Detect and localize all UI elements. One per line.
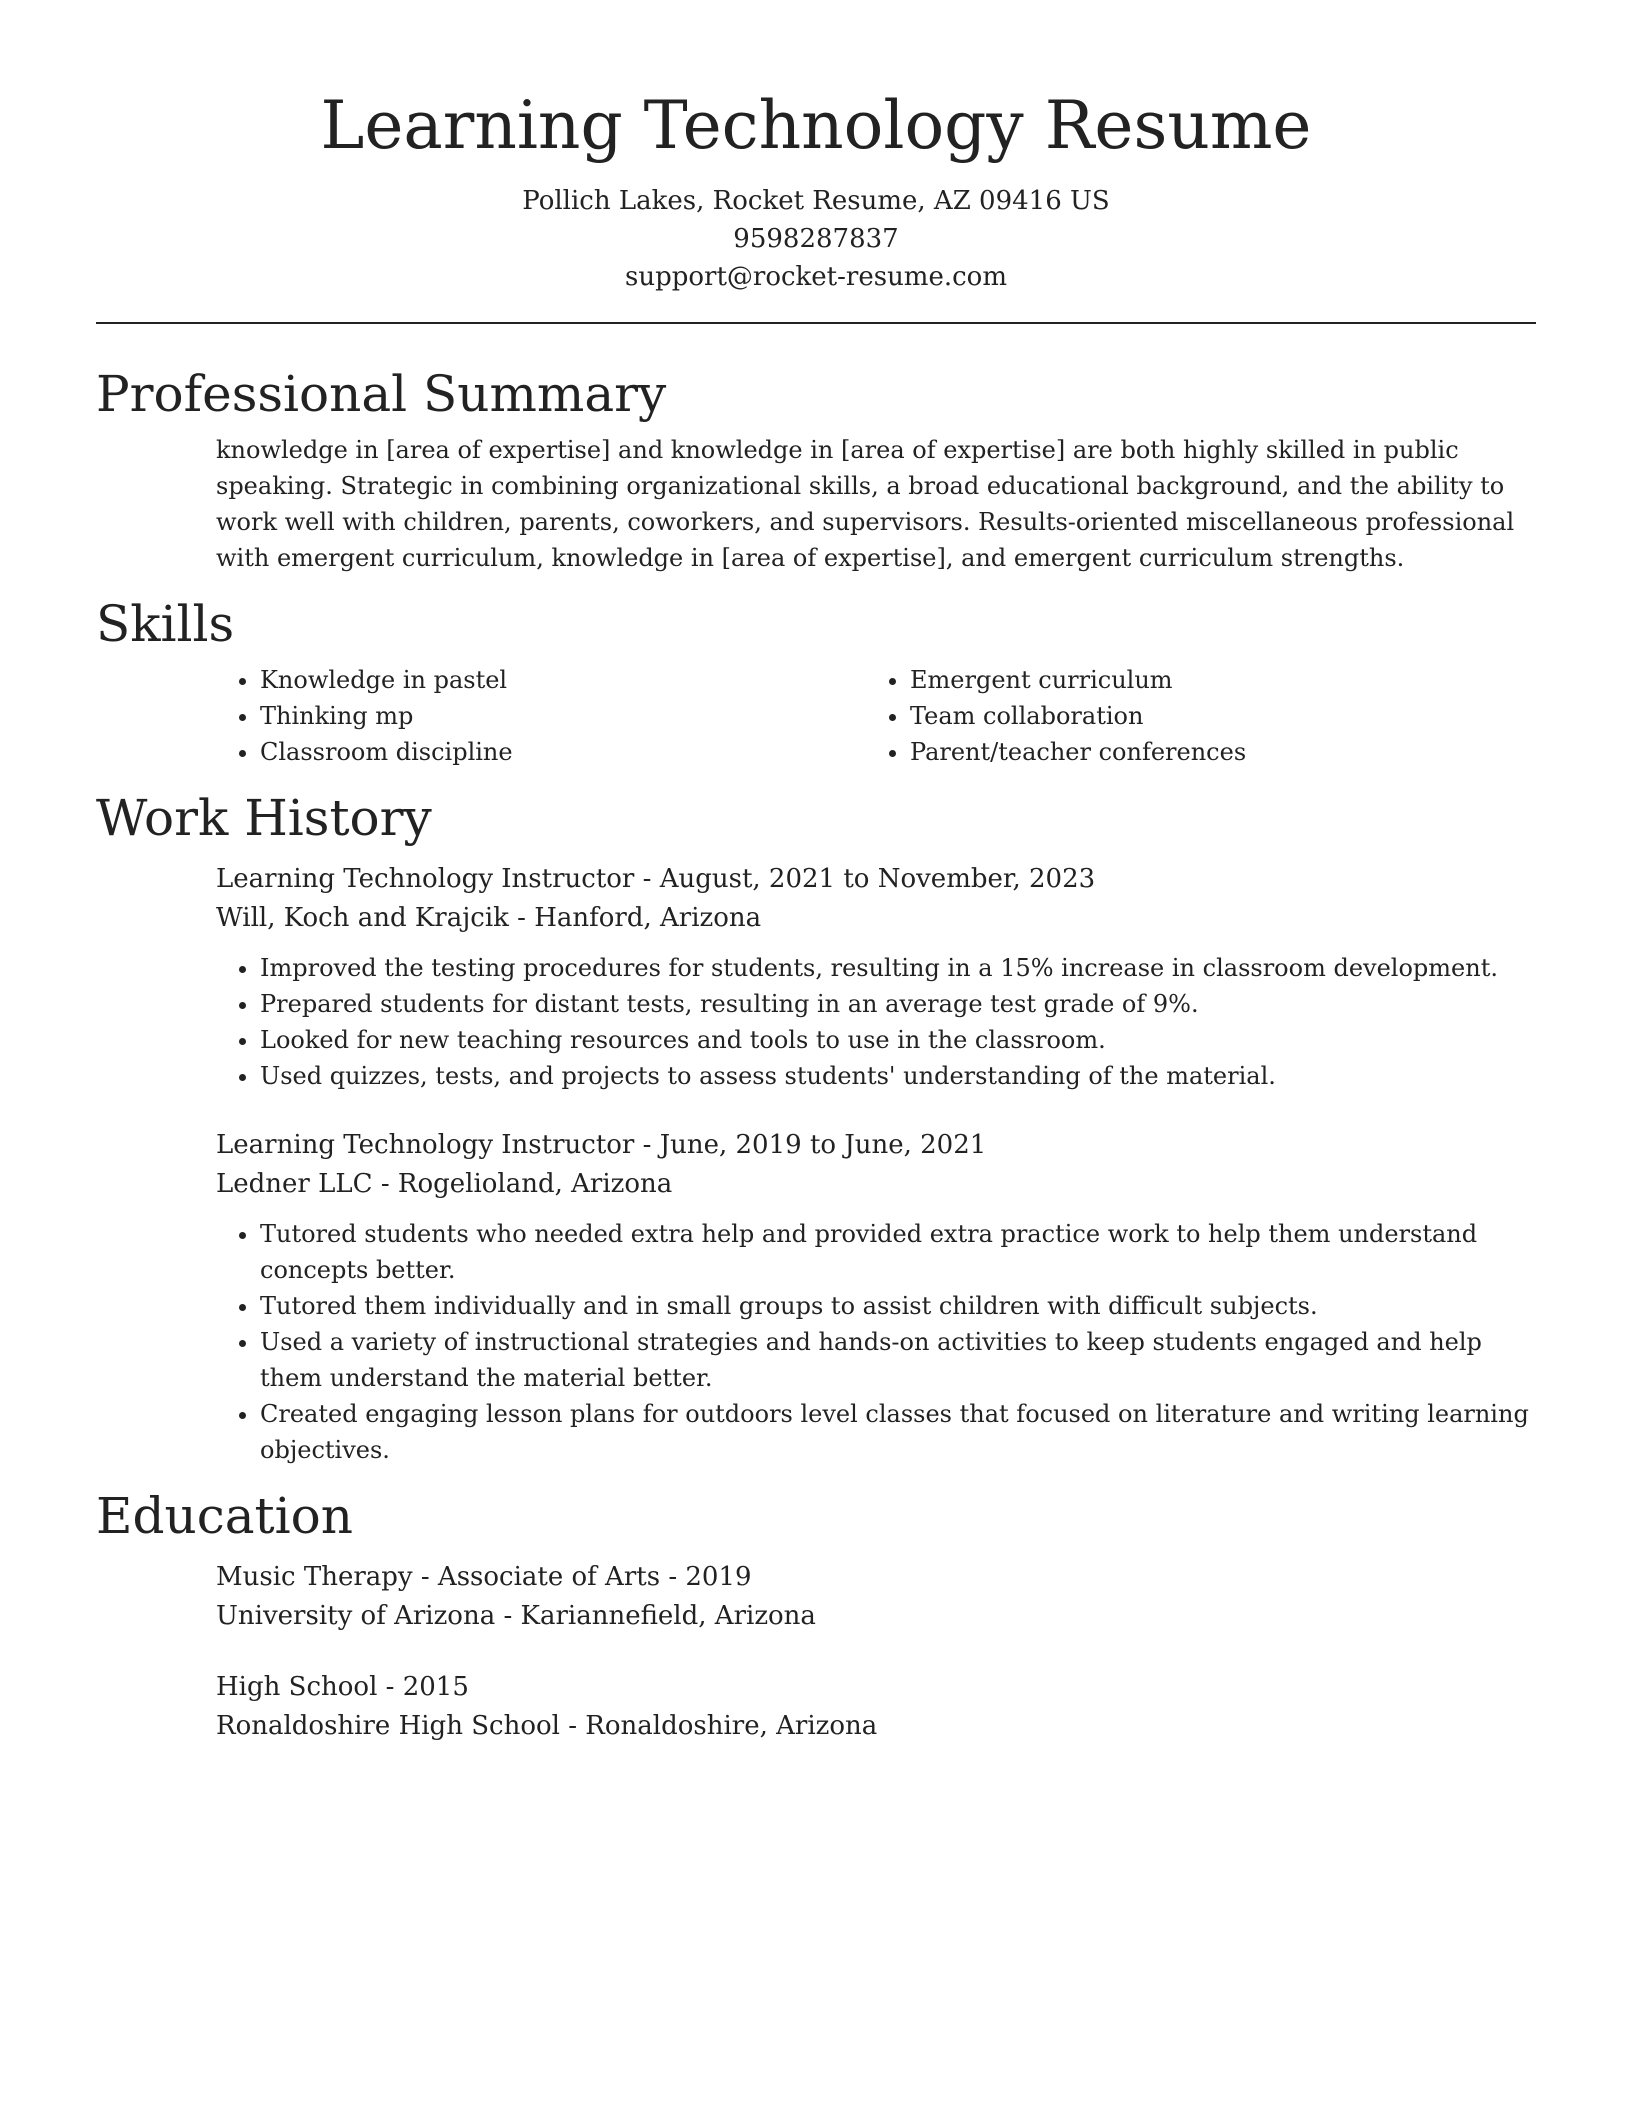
education-field: Music Therapy xyxy=(216,1562,413,1592)
education-location: Ronaldoshire, Arizona xyxy=(585,1711,878,1741)
education-year: 2015 xyxy=(402,1672,469,1702)
job-bullets xyxy=(216,950,1536,1094)
job-bullet: • Used quizzes, tests, and projects to assess students' understanding of the material. xyxy=(260,1058,1536,1094)
contact-address: Pollich Lakes, Rocket Resume, AZ 09416 US xyxy=(522,186,1110,216)
skills-column-left xyxy=(216,662,866,770)
separator: - xyxy=(642,1130,660,1160)
education-degree-line xyxy=(216,1668,1536,1707)
summary-text: knowledge in [area of expertise] and knowledge in [area of expertise] are both highly skilled in public speaking. Strategic in combining organizational skills, a broad educational background, and the ability to work well with children, parents, coworkers, and supervisors. Results-oriented miscellaneous professional with emergent curriculum, knowledge in [area of expertise], and emergent curriculum strengths. xyxy=(216,436,1515,572)
separator: - xyxy=(380,1169,398,1199)
education-degree: Associate of Arts xyxy=(437,1562,661,1592)
job-entry xyxy=(216,860,1536,938)
job-bullet: • Prepared students for distant tests, resulting in an average test grade of 9%. xyxy=(260,986,1536,1022)
work-heading: Work History xyxy=(96,789,432,847)
education-school: Ronaldoshire High School xyxy=(216,1711,560,1741)
skills-section xyxy=(96,594,1536,770)
education-school-line xyxy=(216,1707,1536,1746)
separator: - xyxy=(420,1562,438,1592)
job-bullet: • Used a variety of instructional strategies and hands-on activities to keep students engaged and help them understand the material better. xyxy=(260,1324,1536,1396)
resume-header xyxy=(96,0,1536,296)
job-bullet: • Tutored them individually and in small groups to assist children with difficult subjects. xyxy=(260,1288,1536,1324)
separator: - xyxy=(517,903,535,933)
job-bullet: • Tutored students who needed extra help and provided extra practice work to help them understand concepts better. xyxy=(260,1216,1536,1288)
separator: - xyxy=(668,1562,686,1592)
job-role: Learning Technology Instructor xyxy=(216,1130,635,1160)
job-title-line xyxy=(216,1126,1536,1165)
separator: - xyxy=(503,1601,521,1631)
separator: - xyxy=(385,1672,403,1702)
skill-item: • Classroom discipline xyxy=(260,734,866,770)
job-bullet: • Improved the testing procedures for students, resulting in a 15% increase in classroom development. xyxy=(260,950,1536,986)
skill-item: • Parent/teacher conferences xyxy=(910,734,1516,770)
education-year: 2019 xyxy=(685,1562,752,1592)
separator: - xyxy=(568,1711,586,1741)
header-divider xyxy=(96,322,1536,324)
education-heading: Education xyxy=(96,1487,353,1545)
job-entry xyxy=(216,1126,1536,1204)
job-bullets xyxy=(216,1216,1536,1468)
skills-column-right xyxy=(866,662,1516,770)
job-company-line xyxy=(216,899,1536,938)
job-company: Will, Koch and Krajcik xyxy=(216,903,509,933)
job-dates: August, 2021 to November, 2023 xyxy=(659,864,1096,894)
education-field: High School xyxy=(216,1672,378,1702)
education-entry xyxy=(216,1668,1536,1746)
job-title-line xyxy=(216,860,1536,899)
education-degree-line xyxy=(216,1558,1536,1597)
job-company-line xyxy=(216,1165,1536,1204)
separator: - xyxy=(642,864,660,894)
job-location: Hanford, Arizona xyxy=(534,903,762,933)
summary-section xyxy=(96,364,1536,576)
job-dates: June, 2019 to June, 2021 xyxy=(659,1130,987,1160)
job-company: Ledner LLC xyxy=(216,1169,373,1199)
resume-title: Learning Technology Resume xyxy=(320,87,1312,164)
education-location: Kariannefield, Arizona xyxy=(520,1601,816,1631)
contact-info xyxy=(96,182,1536,296)
work-section xyxy=(96,788,1536,1468)
education-school: University of Arizona xyxy=(216,1601,496,1631)
skill-item: • Team collaboration xyxy=(910,698,1516,734)
job-location: Rogelioland, Arizona xyxy=(397,1169,673,1199)
education-section xyxy=(96,1486,1536,1746)
contact-email: support@rocket-resume.com xyxy=(624,262,1007,292)
skill-item: • Thinking mp xyxy=(260,698,866,734)
education-entry xyxy=(216,1558,1536,1636)
skill-item: • Knowledge in pastel xyxy=(260,662,866,698)
contact-phone: 9598287837 xyxy=(733,224,899,254)
education-school-line xyxy=(216,1597,1536,1636)
skills-heading: Skills xyxy=(96,595,235,653)
job-bullet: • Created engaging lesson plans for outdoors level classes that focused on literature and writing learning objectives. xyxy=(260,1396,1536,1468)
skills-list xyxy=(216,662,1536,770)
skill-item: • Emergent curriculum xyxy=(910,662,1516,698)
summary-heading: Professional Summary xyxy=(96,365,667,423)
job-bullet: • Looked for new teaching resources and tools to use in the classroom. xyxy=(260,1022,1536,1058)
job-role: Learning Technology Instructor xyxy=(216,864,635,894)
